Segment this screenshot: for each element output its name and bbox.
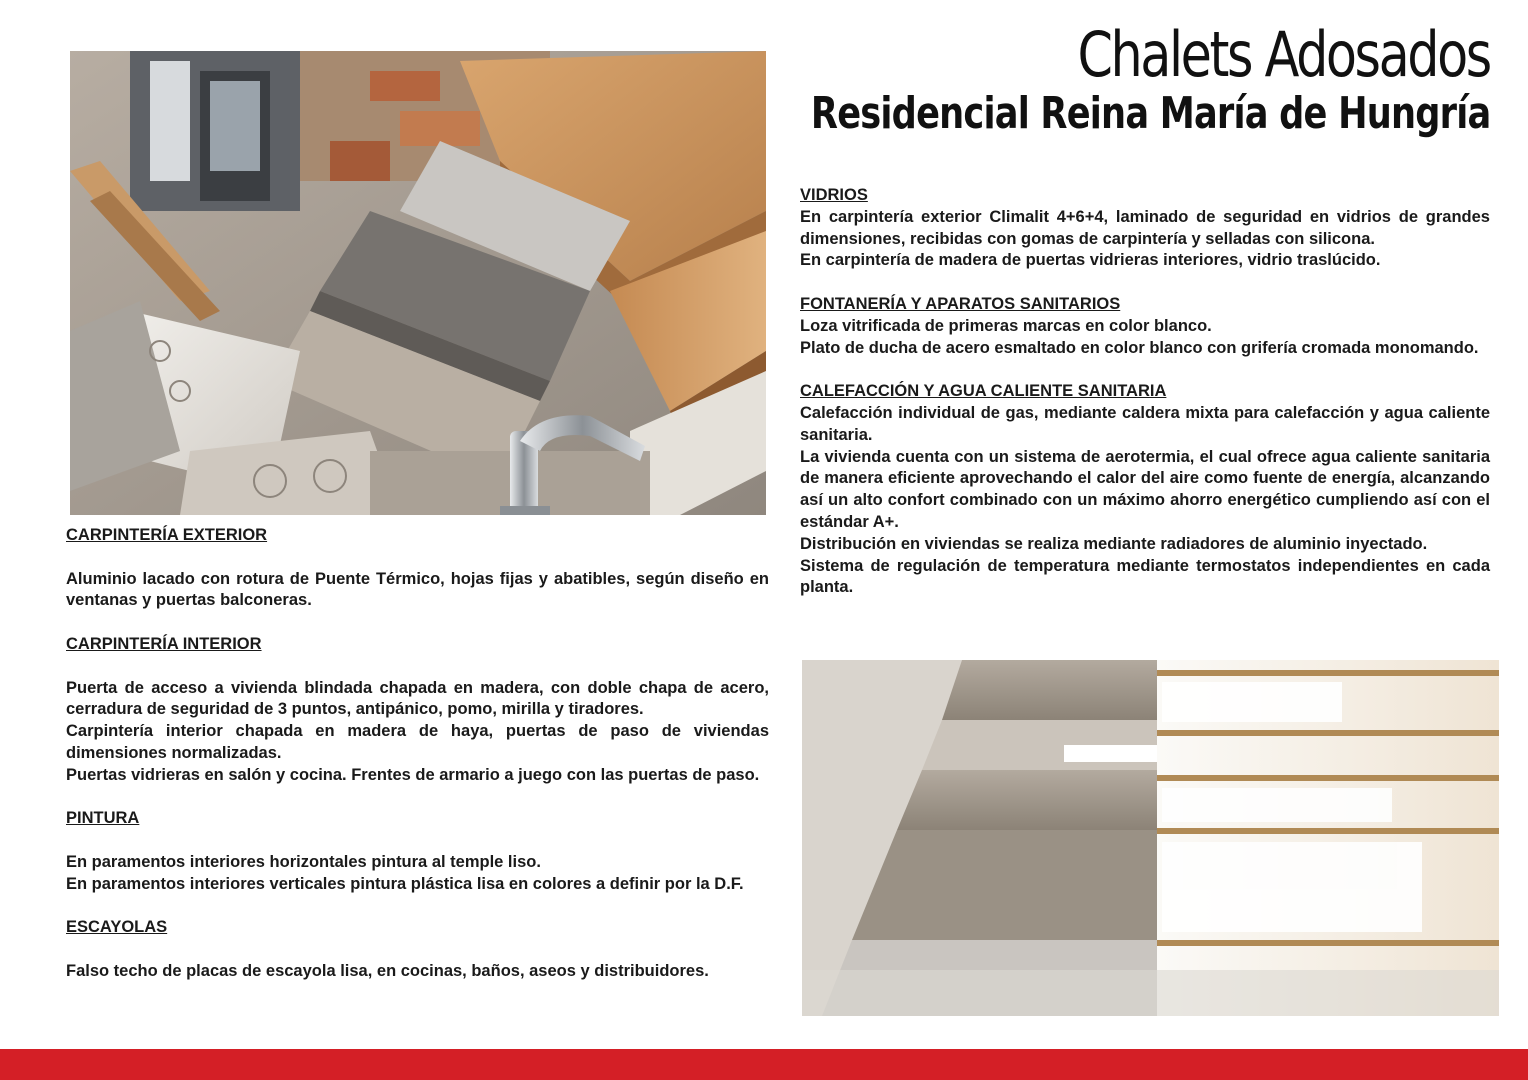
section-text: En paramentos interiores horizontales pintura al temple liso. — [66, 852, 541, 871]
page-title: Chalets Adosados — [1077, 18, 1490, 91]
materials-photo — [70, 51, 766, 515]
section-text: En carpintería exterior Climalit 4+6+4, laminado de seguridad en vidrios de grandes dimensiones, recibidas con gomas de carpintería y selladas con silicona. — [800, 207, 1490, 248]
fontaneria-section — [800, 294, 1490, 359]
section-heading: FONTANERÍA Y APARATOS SANITARIOS — [800, 294, 1121, 313]
section-text: En paramentos interiores verticales pintura plástica lisa en colores a definir por la D.F. — [66, 874, 744, 893]
section-text: Aluminio lacado con rotura de Puente Térmico, hojas fijas y abatibles, según diseño en ventanas y puertas balconeras. — [66, 569, 769, 610]
section-text: Puerta de acceso a vivienda blindada chapada en madera, con doble chapa de acero, cerradura de seguridad de 3 puntos, antipánico, pomo, mirilla y tiradores. — [66, 678, 769, 719]
section-heading: CALEFACCIÓN Y AGUA CALIENTE SANITARIA — [800, 382, 1167, 401]
section-text: Distribución en viviendas se realiza mediante radiadores de aluminio inyectado. — [800, 534, 1428, 553]
section-text: Puertas vidrieras en salón y cocina. Frentes de armario a juego con las puertas de paso. — [66, 765, 760, 784]
section-text: La vivienda cuenta con un sistema de aerotermia, el cual ofrece agua caliente sanitaria de manera eficiente aprovechando el calor del aire como fuente de energía, alcanzando así un alto confort combinado con un máximo ahorro energético cumpliendo así con el estándar A+. — [800, 447, 1490, 531]
section-text: Falso techo de placas de escayola lisa, en cocinas, baños, aseos y distribuidores. — [66, 961, 709, 980]
section-heading: CARPINTERÍA INTERIOR — [66, 634, 262, 653]
section-heading: PINTURA — [66, 809, 140, 828]
escayolas-section — [66, 917, 769, 982]
calefaccion-section — [800, 381, 1490, 599]
section-text: Plato de ducha de acero esmaltado en color blanco con grifería cromada monomando. — [800, 338, 1479, 357]
footer-bar — [0, 1049, 1528, 1080]
section-text: Loza vitrificada de primeras marcas en color blanco. — [800, 316, 1212, 335]
stairs-photo — [802, 660, 1499, 1016]
section-heading: VIDRIOS — [800, 186, 868, 204]
section-text: Sistema de regulación de temperatura mediante termostatos independientes en cada planta. — [800, 556, 1490, 597]
vidrios-section — [800, 185, 1490, 272]
section-text: En carpintería de madera de puertas vidrieras interiores, vidrio traslúcido. — [800, 251, 1381, 270]
section-heading: ESCAYOLAS — [66, 918, 168, 937]
page-subtitle: Residencial Reina María de Hungría — [810, 88, 1490, 139]
section-heading: CARPINTERÍA EXTERIOR — [66, 526, 268, 544]
section-text: Calefacción individual de gas, mediante caldera mixta para calefacción y agua caliente sanitaria. — [800, 403, 1490, 444]
pintura-section — [66, 808, 769, 895]
right-column — [800, 185, 1490, 599]
section-text: Carpintería interior chapada en madera de haya, puertas de paso de viviendas dimensiones normalizadas. — [66, 722, 769, 762]
carpinteria-exterior-section — [66, 525, 769, 612]
carpinteria-interior-section — [66, 634, 769, 787]
left-column — [66, 525, 769, 983]
